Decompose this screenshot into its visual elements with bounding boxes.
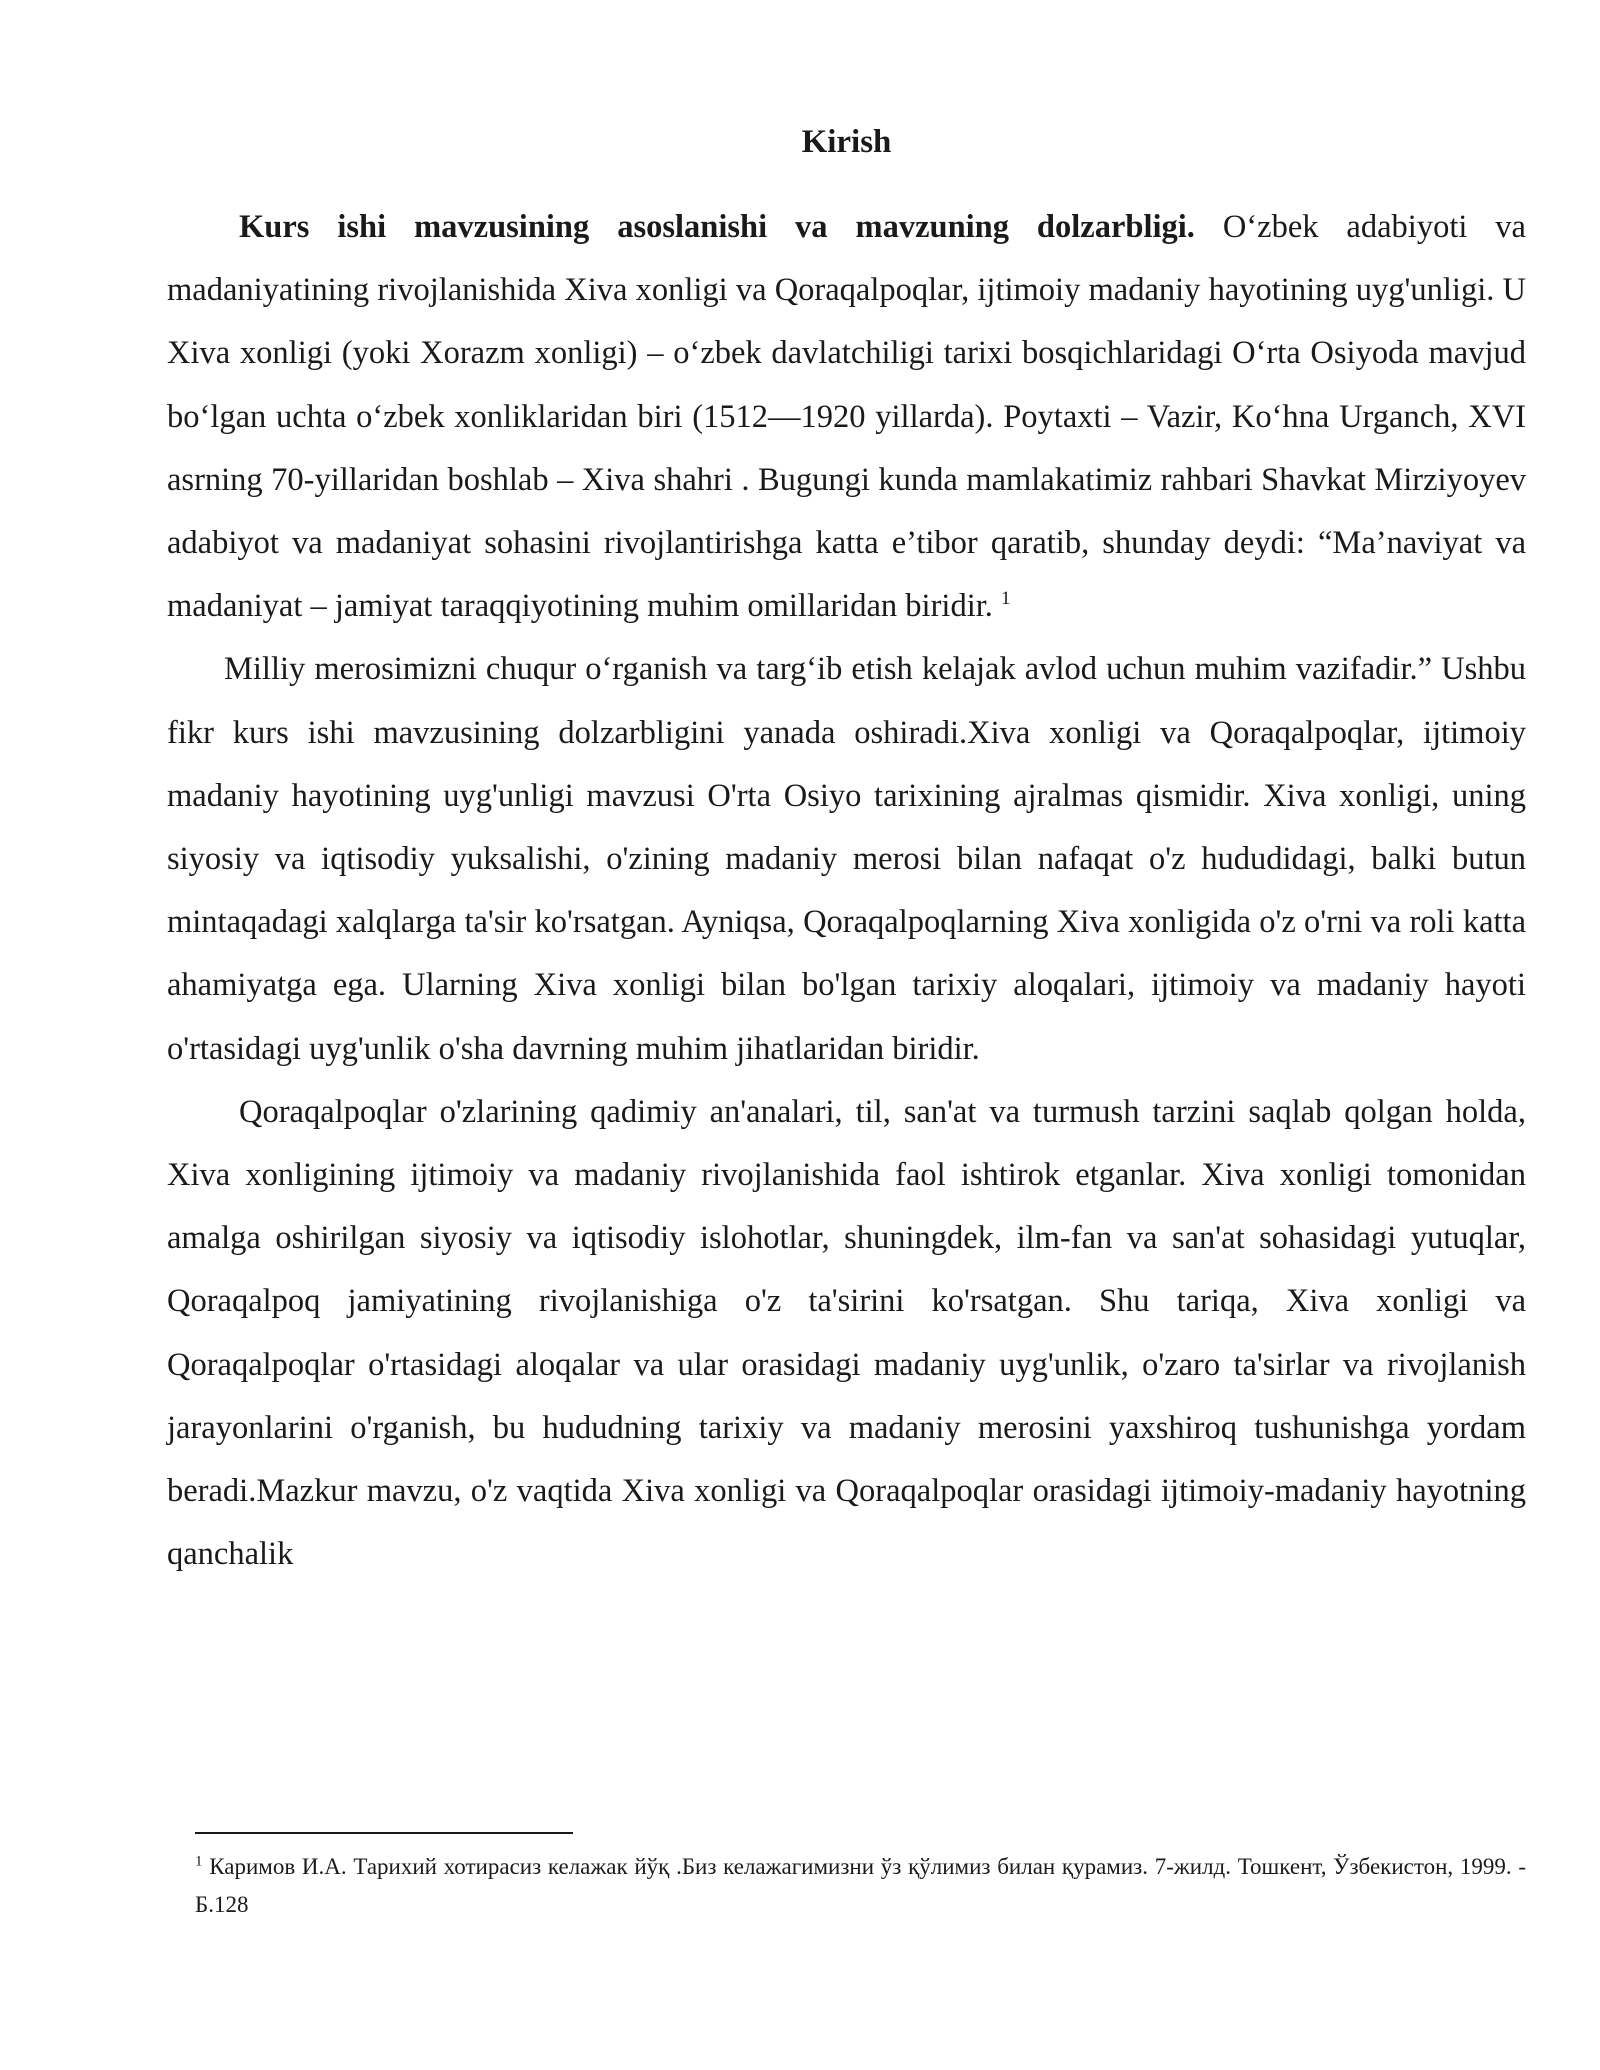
paragraph-1 — [167, 196, 1526, 638]
footnote-text: Каримов И.А. Тарихий хотирасиз келажак йўқ .Биз келажагимизни ўз қўлимиз билан қурамиз. 7-жилд. Тошкент, Ўзбекистон, 1999. - Б.128 — [195, 1854, 1526, 1917]
footnote-number: 1 — [195, 1853, 203, 1870]
footnote-reference[interactable]: 1 — [1001, 588, 1011, 610]
paragraph-3: Qoraqalpoqlar o'zlarining qadimiy an'analari, til, san'at va turmush tarzini saqlab qolgan holda, Xiva xonligining ijtimoiy va madaniy rivojlanishida faol ishtirok etganlar. Xiva xonligi tomonidan amalga oshirilgan siyosiy va iqtisodiy islohotlar, shuningdek, ilm-fan va san'at sohasidagi yutuqlar, Qoraqalpoq jamiyatining rivojlanishiga o'z ta'sirini ko'rsatgan. Shu tariqa, Xiva xonligi va Qoraqalpoqlar o'rtasidagi aloqalar va ular orasidagi madaniy uyg'unlik, o'zaro ta'sirlar va rivojlanish jarayonlarini o'rganish, bu hududning tarixiy va madaniy merosini yaxshiroq tushunishga yordam beradi.Mazkur mavzu, o'z vaqtida Xiva xonligi va Qoraqalpoqlar orasidagi ijtimoiy-madaniy hayotning qanchalik — [167, 1093, 1526, 1573]
footnote-divider — [195, 1832, 573, 1834]
body-text — [167, 196, 1526, 1586]
paragraph-1-text: O‘zbek adabiyoti va madaniyatining rivojlanishida Xiva xonligi va Qoraqalpoqlar, ijtimoiy madaniy hayotining uyg'unligi. U Xiva xonligi (yoki Xorazm xonligi) – o‘zbek davlatchiligi tarixi bosqichlaridagi O‘rta Osiyoda mavjud bo‘lgan uchta o‘zbek xonliklaridan biri (1512—1920 yillarda). Poytaxti – Vazir, Ko‘hna Urganch, XVI asrning 70-yillaridan boshlab – Xiva shahri . Bugungi kunda mamlakatimiz rahbari Shavkat Mirziyoyev adabiyot va madaniyat sohasini rivojlantirishga katta e’tibor qaratib, shunday deydi: “Ma’naviyat va madaniyat – jamiyat taraqqiyotining muhim omillaridan biridir. — [167, 209, 1526, 625]
paragraph-1-lead-heading: Kurs ishi mavzusining asoslanishi va mavzuning dolzarbligi. — [239, 209, 1195, 245]
page-title: Kirish — [801, 124, 892, 160]
footnote — [195, 1848, 1526, 1924]
paragraph-2: Milliy merosimizni chuqur o‘rganish va targ‘ib etish kelajak avlod uchun muhim vazifadir.” Ushbu fikr kurs ishi mavzusining dolzarbligini yanada oshiradi.Xiva xonligi va Qoraqalpoqlar, ijtimoiy madaniy hayotining uyg'unligi mavzusi O'rta Osiyo tarixining ajralmas qismidir. Xiva xonligi, uning siyosiy va iqtisodiy yuksalishi, o'zining madaniy merosi bilan nafaqat o'z hududidagi, balki butun mintaqadagi xalqlarga ta'sir ko'rsatgan. Ayniqsa, Qoraqalpoqlarning Xiva xonligida o'z o'rni va roli katta ahamiyatga ega. Ularning Xiva xonligi bilan bo'lgan tarixiy aloqalari, ijtimoiy va madaniy hayoti o'rtasidagi uyg'unlik o'sha davrning muhim jihatlaridan biridir. — [167, 651, 1526, 1067]
